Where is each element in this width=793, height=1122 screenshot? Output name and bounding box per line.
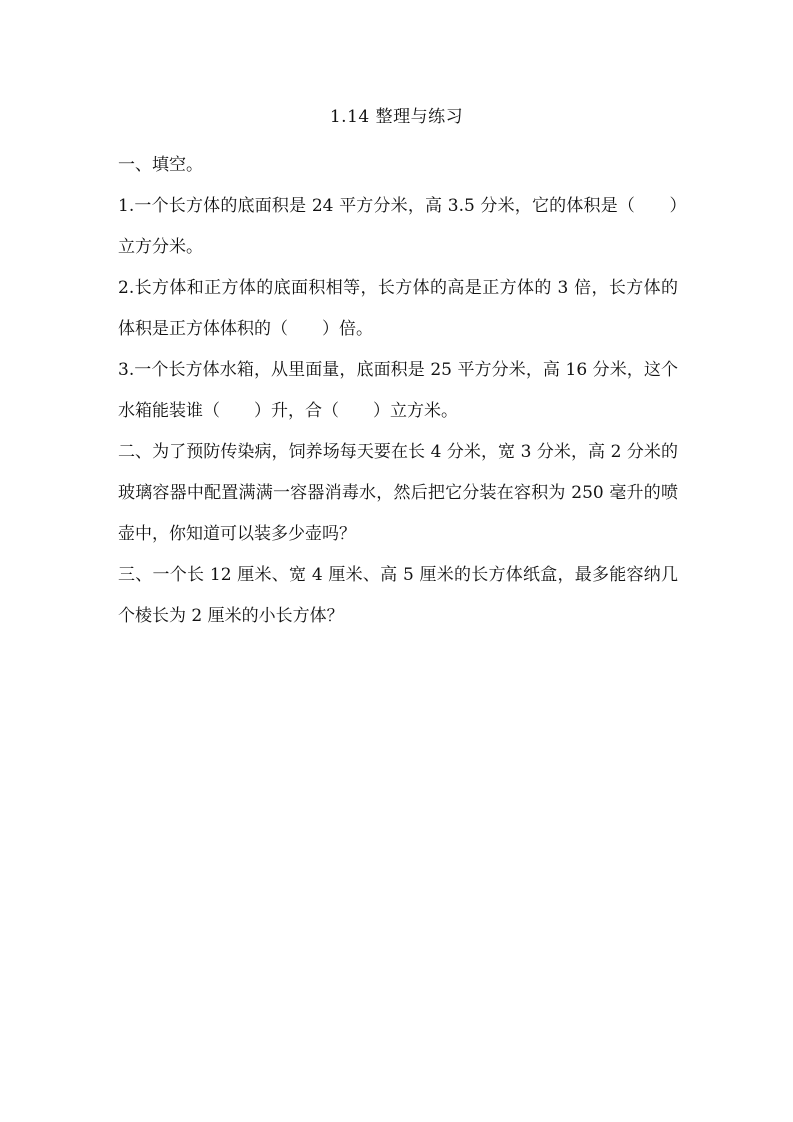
question-3: 3.一个长方体水箱，从里面量，底面积是 25 平方分米，高 16 分米，这个水箱能装谁（ ）升，合（ ）立方米。	[118, 360, 678, 421]
question-1: 1.一个长方体的底面积是 24 平方分米，高 3.5 分米，它的体积是（ ）立方分米。	[118, 196, 678, 257]
section3-problem: 三、一个长 12 厘米、宽 4 厘米、高 5 厘米的长方体纸盒，最多能容纳几个棱长为 2 厘米的小长方体？	[118, 565, 678, 626]
section1-heading: 一、填空。	[118, 155, 203, 175]
page-title: 1.14 整理与练习	[329, 107, 464, 127]
document-body	[118, 145, 678, 637]
question-2: 2.长方体和正方体的底面积相等，长方体的高是正方体的 3 倍，长方体的体积是正方体体积的（ ）倍。	[118, 278, 678, 339]
section2-problem: 二、为了预防传染病，饲养场每天要在长 4 分米，宽 3 分米，高 2 分米的玻璃容器中配置满满一容器消毒水，然后把它分装在容积为 250 毫升的喷壶中，你知道可以装多少壶吗？	[118, 442, 678, 544]
